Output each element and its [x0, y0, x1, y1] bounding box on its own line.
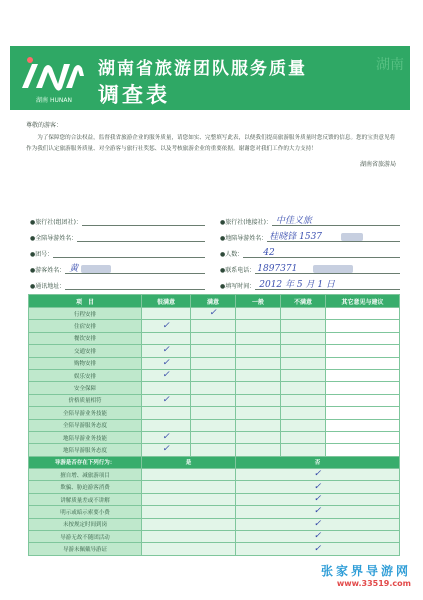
- table-row: [29, 419, 400, 431]
- comment-cell[interactable]: [326, 444, 400, 456]
- rating-cell[interactable]: [191, 357, 236, 369]
- check-mark-icon: ✓: [313, 481, 322, 492]
- comment-cell[interactable]: [326, 345, 400, 357]
- no-cell[interactable]: [236, 469, 400, 481]
- rating-cell[interactable]: [191, 345, 236, 357]
- rating-cell[interactable]: [191, 382, 236, 394]
- rating-cell[interactable]: [142, 332, 191, 344]
- table-row: [29, 308, 400, 320]
- rating-cell[interactable]: [142, 320, 191, 332]
- behavior-header-row: [29, 456, 400, 468]
- no-cell[interactable]: [236, 493, 400, 505]
- field-local-guide[interactable]: [220, 230, 400, 242]
- redaction-blur: [81, 265, 111, 273]
- rating-cell[interactable]: [236, 419, 281, 431]
- check-mark-icon: ✓: [313, 506, 322, 517]
- behavior-item-label: 欺骗、胁迫游客消费: [29, 481, 142, 493]
- behavior-question: 导游是否存在下列行为：: [29, 456, 142, 468]
- row-item-label: 餐饮安排: [29, 332, 142, 344]
- field-label: ●联系电话：: [220, 267, 256, 274]
- rating-cell[interactable]: [191, 369, 236, 381]
- rating-cell[interactable]: [281, 369, 326, 381]
- col-average: 一般: [236, 295, 281, 308]
- rating-cell[interactable]: [191, 419, 236, 431]
- field-label: ●团号：: [30, 251, 54, 258]
- check-mark-icon: ✓: [162, 444, 170, 455]
- behavior-row: [29, 543, 400, 555]
- behavior-row: [29, 469, 400, 481]
- rating-cell[interactable]: [142, 407, 191, 419]
- table-header-row: [29, 295, 400, 308]
- field-label: ●地陪导游姓名：: [220, 235, 268, 242]
- rating-cell[interactable]: [236, 332, 281, 344]
- behavior-item-label: 明示或暗示索要小费: [29, 506, 142, 518]
- rating-cell[interactable]: [191, 332, 236, 344]
- field-value: 桂晓锋 1537: [269, 232, 323, 242]
- field-label: ●旅行社(地接社)：: [220, 219, 272, 226]
- table-row: [29, 407, 400, 419]
- rating-cell[interactable]: [281, 320, 326, 332]
- table-row: [29, 382, 400, 394]
- rating-cell[interactable]: [281, 345, 326, 357]
- table-row: [29, 332, 400, 344]
- rating-cell[interactable]: [281, 394, 326, 406]
- col-satisfied: 满意: [191, 295, 236, 308]
- salutation: 尊敬的游客：: [26, 122, 63, 129]
- table-row: [29, 357, 400, 369]
- comment-cell[interactable]: [326, 332, 400, 344]
- redaction-blur: [341, 233, 363, 241]
- no-cell[interactable]: [236, 506, 400, 518]
- rating-cell[interactable]: [142, 431, 191, 443]
- check-mark-icon: ✓: [209, 308, 217, 319]
- behavior-item-label: 未按规定时间到岗: [29, 518, 142, 530]
- behavior-item-label: 擅自增、减旅游项目: [29, 469, 142, 481]
- rating-cell[interactable]: [281, 332, 326, 344]
- intro-body: 为了保障您的合法权益，监督我省旅游企业的服务质量，请您如实、完整填写此表，以便我们提高旅游服务质量时您反馈的信息。您的宝贵意见将作为我们认定旅游服务质量、对全游客与旅行社奖惩、以及考核旅游企业的重要依据。谢谢您对我们工作的大力支持！: [26, 135, 396, 152]
- table-row: [29, 369, 400, 381]
- field-phone[interactable]: [220, 262, 400, 274]
- field-travel-agency-origin[interactable]: [30, 214, 205, 226]
- col-yes: 是: [142, 456, 236, 468]
- field-travel-agency-local[interactable]: [220, 214, 400, 226]
- field-value: 2012 年 5 月 1 日: [259, 280, 335, 290]
- field-value: 黄: [69, 264, 79, 274]
- rating-cell[interactable]: [142, 357, 191, 369]
- rating-cell[interactable]: [281, 431, 326, 443]
- bleed-through-text: 湖南: [376, 57, 404, 73]
- field-value: 1897371: [257, 264, 298, 274]
- rating-cell[interactable]: [142, 394, 191, 406]
- check-mark-icon: ✓: [313, 543, 322, 554]
- rating-cell[interactable]: [236, 308, 281, 320]
- check-mark-icon: ✓: [162, 357, 170, 368]
- no-cell[interactable]: [236, 481, 400, 493]
- rating-cell[interactable]: [281, 357, 326, 369]
- check-mark-icon: ✓: [162, 345, 170, 356]
- rating-cell[interactable]: [236, 431, 281, 443]
- behavior-row: [29, 506, 400, 518]
- row-item-label: 安全保障: [29, 382, 142, 394]
- field-fill-date[interactable]: [220, 278, 400, 290]
- row-item-label: 住宿安排: [29, 320, 142, 332]
- row-item-label: 娱乐安排: [29, 369, 142, 381]
- check-mark-icon: ✓: [162, 432, 170, 443]
- field-group-number[interactable]: [30, 246, 205, 258]
- rating-cell[interactable]: [281, 308, 326, 320]
- rating-cell[interactable]: [142, 444, 191, 456]
- redaction-blur: [313, 265, 353, 273]
- field-value: 42: [263, 248, 275, 258]
- field-tourist-name[interactable]: [30, 262, 205, 274]
- header-band: [10, 46, 410, 110]
- comment-cell[interactable]: [326, 419, 400, 431]
- watermark-url: www.33519.com: [336, 579, 411, 588]
- check-mark-icon: ✓: [313, 518, 322, 529]
- rating-cell[interactable]: [236, 320, 281, 332]
- rating-cell[interactable]: [142, 369, 191, 381]
- yes-cell[interactable]: [142, 518, 236, 530]
- rating-cell[interactable]: [281, 407, 326, 419]
- rating-cell[interactable]: [281, 444, 326, 456]
- yes-cell[interactable]: [142, 543, 236, 555]
- behavior-item-label: 讲解质量差或不讲解: [29, 493, 142, 505]
- table-row: [29, 345, 400, 357]
- rating-cell[interactable]: [142, 308, 191, 320]
- rating-cell[interactable]: [281, 419, 326, 431]
- behavior-row: [29, 518, 400, 530]
- rating-table: [28, 294, 400, 556]
- behavior-row: [29, 481, 400, 493]
- rating-cell[interactable]: [236, 444, 281, 456]
- comment-cell[interactable]: [326, 382, 400, 394]
- field-label: ●旅行社(组团社)：: [30, 219, 82, 226]
- table-row: [29, 431, 400, 443]
- logo-text: 湖南 HUNAN: [36, 97, 72, 104]
- field-label: ●通讯地址：: [30, 283, 66, 290]
- col-comments: 其它意见与建议: [326, 295, 400, 308]
- rating-cell[interactable]: [236, 345, 281, 357]
- comment-cell[interactable]: [326, 407, 400, 419]
- row-item-label: 地陪导游服务态度: [29, 444, 142, 456]
- rating-cell[interactable]: [191, 444, 236, 456]
- check-mark-icon: ✓: [162, 320, 170, 331]
- col-very-satisfied: 很满意: [142, 295, 191, 308]
- check-mark-icon: ✓: [313, 531, 322, 542]
- check-mark-icon: ✓: [313, 494, 322, 505]
- field-label: ●游客姓名：: [30, 267, 66, 274]
- yes-cell[interactable]: [142, 493, 236, 505]
- row-item-label: 全陪导游业务技能: [29, 407, 142, 419]
- col-item: 项 目: [29, 295, 142, 308]
- no-cell[interactable]: [236, 543, 400, 555]
- behavior-item-label: 导游未佩戴导游证: [29, 543, 142, 555]
- comment-cell[interactable]: [326, 320, 400, 332]
- row-item-label: 地陪导游业务技能: [29, 431, 142, 443]
- rating-cell[interactable]: [142, 419, 191, 431]
- field-label: ●人数：: [220, 251, 244, 258]
- row-item-label: 购物安排: [29, 357, 142, 369]
- rating-cell[interactable]: [191, 394, 236, 406]
- yes-cell[interactable]: [142, 531, 236, 543]
- table-row: [29, 394, 400, 406]
- comment-cell[interactable]: [326, 369, 400, 381]
- intro-letter: [26, 120, 396, 170]
- rating-cell[interactable]: [236, 394, 281, 406]
- row-item-label: 全陪导游服务态度: [29, 419, 142, 431]
- check-mark-icon: ✓: [162, 394, 170, 405]
- row-item-label: 交通安排: [29, 345, 142, 357]
- comment-cell[interactable]: [326, 431, 400, 443]
- row-item-label: 价格质量相符: [29, 394, 142, 406]
- field-address[interactable]: [30, 278, 205, 290]
- col-unsatisfied: 不满意: [281, 295, 326, 308]
- behavior-row: [29, 531, 400, 543]
- rating-cell[interactable]: [142, 345, 191, 357]
- issuer-signature: 湖南省旅游局: [359, 161, 396, 168]
- comment-cell[interactable]: [326, 308, 400, 320]
- rating-cell[interactable]: [191, 320, 236, 332]
- comment-cell[interactable]: [326, 357, 400, 369]
- field-label: ●填写时间：: [220, 283, 256, 290]
- rating-cell[interactable]: [236, 369, 281, 381]
- form-subtitle: 调查表: [98, 83, 170, 107]
- yes-cell[interactable]: [142, 481, 236, 493]
- rating-cell[interactable]: [236, 357, 281, 369]
- rating-cell[interactable]: [191, 431, 236, 443]
- no-cell[interactable]: [236, 531, 400, 543]
- rating-cell[interactable]: [191, 407, 236, 419]
- check-mark-icon: ✓: [162, 370, 170, 381]
- table-row: [29, 320, 400, 332]
- field-headcount[interactable]: [220, 246, 400, 258]
- comment-cell[interactable]: [326, 394, 400, 406]
- col-no: 否: [236, 456, 400, 468]
- field-value: 中佳义旅: [275, 216, 312, 226]
- form-title: 湖南省旅游团队服务质量: [98, 59, 307, 79]
- rating-cell[interactable]: [191, 308, 236, 320]
- rating-cell[interactable]: [236, 407, 281, 419]
- site-watermark: [321, 562, 411, 588]
- watermark-text: 张家界导游网: [320, 564, 411, 578]
- yes-cell[interactable]: [142, 506, 236, 518]
- rating-cell[interactable]: [236, 382, 281, 394]
- yes-cell[interactable]: [142, 469, 236, 481]
- field-national-guide[interactable]: [30, 230, 205, 242]
- row-item-label: 行程安排: [29, 308, 142, 320]
- behavior-row: [29, 493, 400, 505]
- table-row: [29, 444, 400, 456]
- behavior-item-label: 导游无故不随团活动: [29, 531, 142, 543]
- field-label: ●全陪导游姓名：: [30, 235, 78, 242]
- rating-cell[interactable]: [281, 382, 326, 394]
- no-cell[interactable]: [236, 518, 400, 530]
- rating-cell[interactable]: [142, 382, 191, 394]
- check-mark-icon: ✓: [313, 469, 322, 480]
